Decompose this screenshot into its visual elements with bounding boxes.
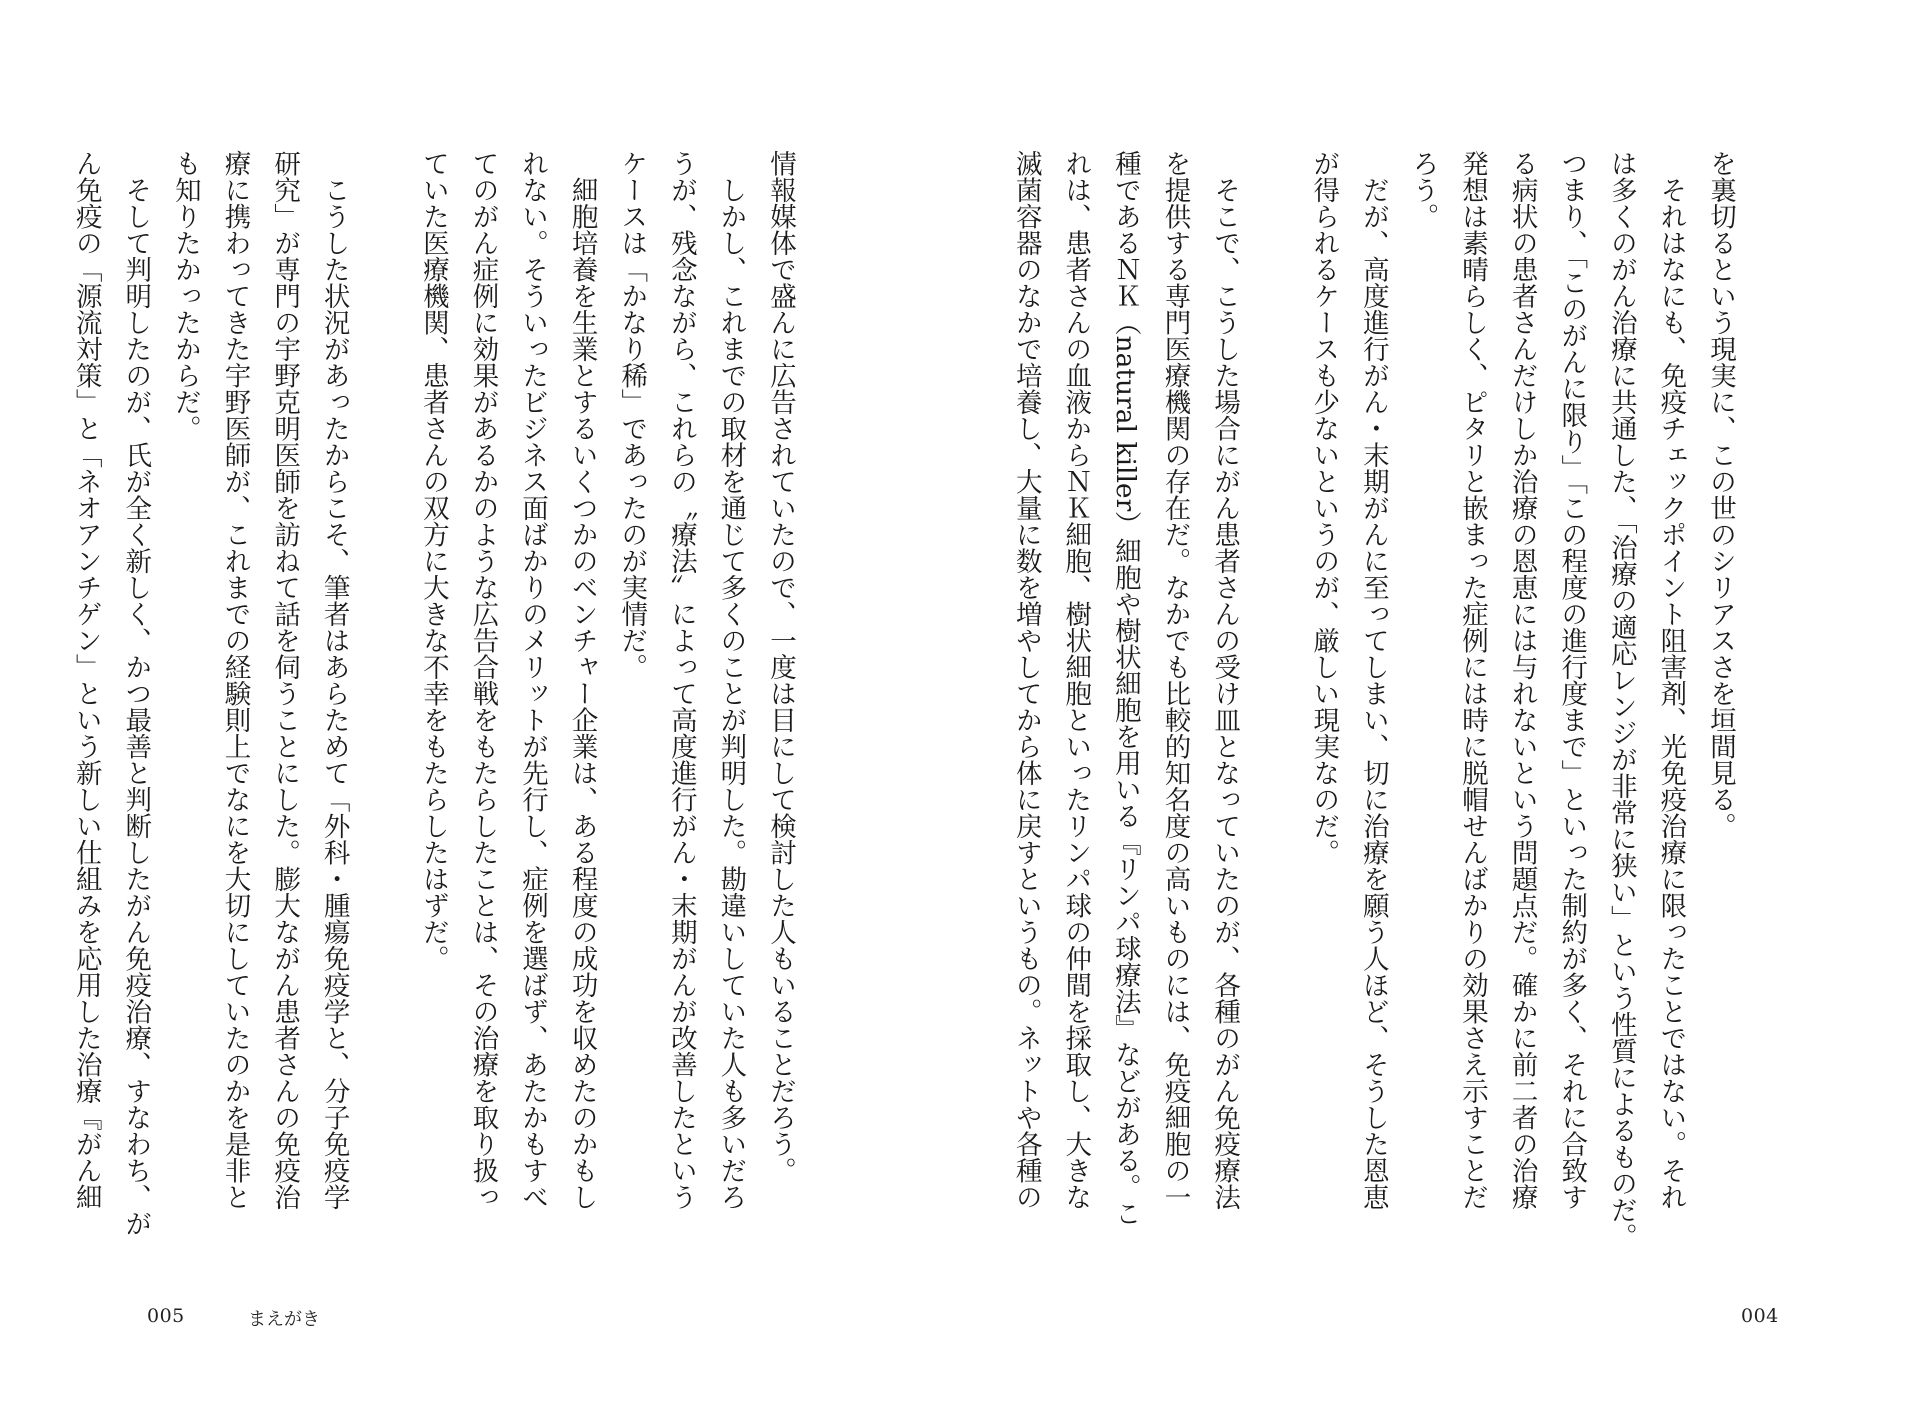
running-head: まえがき (248, 1309, 320, 1330)
page-number-right: 004 (1741, 1305, 1779, 1327)
text-line: 種であるＮＫ（natural killer）細胞や樹状細胞を用いる『リンパ球療法』などがある。こ (1109, 150, 1141, 1227)
text-line: が得られるケースも少ないというのが、厳しい現実なのだ。 (1308, 150, 1340, 866)
text-line: も知りたかったからだ。 (169, 150, 201, 442)
text-line: てのがん症例に効果があるかのような広告合戦をもたらしたことは、その治療を取り扱っ (467, 150, 499, 1210)
text-line: しかし、これまでの取材を通じて多くのことが判明した。勘違いしていた人も多いだろ (715, 150, 747, 1210)
text-line: こうした状況があったからこそ、筆者はあらためて「外科・腫瘍免疫学と、分子免疫学 (318, 150, 350, 1210)
blank-line (1249, 150, 1299, 1220)
right-page (960, 0, 1920, 1410)
text-line: 滅菌容器のなかで培養し、大量に数を増やしてから体に戻すというもの。ネットや各種の (1010, 150, 1042, 1210)
text-line: を提供する専門医療機関の存在だ。なかでも比較的知名度の高いものには、免疫細胞の一 (1159, 150, 1191, 1210)
text-line: うが、残念ながら、これらの〝療法〟によって高度進行がん・末期がんが改善したという (665, 150, 697, 1210)
blank-line (359, 150, 409, 1220)
text-line: ろう。 (1407, 150, 1439, 230)
text-line: れない。そういったビジネス面ばかりのメリットが先行し、症例を選ばず、あたかもすべ (517, 150, 549, 1210)
page-number-left: 005 (147, 1305, 185, 1327)
text-line: ケースは「かなり稀」であったのが実情だ。 (616, 150, 648, 680)
text-line: そして判明したのが、氏が全く新しく、かつ最善と判断したがん免疫治療、すなわち、が (120, 150, 152, 1237)
text-line: れは、患者さんの血液からＮＫ細胞、樹状細胞といったリンパ球の仲間を採取し、大きな (1060, 150, 1092, 1210)
text-line: そこで、こうした場合にがん患者さんの受け皿となっていたのが、各種のがん免疫療法 (1209, 150, 1241, 1210)
text-line: は多くのがん治療に共通した、「治療の適応レンジが非常に狭い」という性質によるものだ。 (1605, 150, 1637, 1250)
text-line: 療に携わってきた宇野医師が、これまでの経験則上でなにを大切にしていたのかを是非と (219, 150, 251, 1210)
text-line: だが、高度進行がん・末期がんに至ってしまい、切に治療を願う人ほど、そうした恩恵 (1357, 150, 1389, 1210)
text-line: る病状の患者さんだけしか治療の恩恵には与れないという問題点だ。確かに前二者の治療 (1506, 150, 1538, 1210)
text-line: それはなにも、免疫チェックポイント阻害剤、光免疫治療に限ったことではない。それ (1655, 150, 1687, 1210)
text-line: つまり、「このがんに限り」「この程度の進行度まで」といった制約が多く、それに合致す (1556, 150, 1588, 1210)
text-line: を裏切るという現実に、この世のシリアスさを垣間見る。 (1705, 150, 1736, 839)
text-line: ていた医療機関、患者さんの双方に大きな不幸をもたらしたはずだ。 (417, 150, 449, 972)
text-line: 研究」が専門の宇野克明医師を訪ねて話を伺うことにした。膨大ながん患者さんの免疫治 (269, 150, 301, 1210)
text-line: 情報媒体で盛んに広告されていたので、一度は目にして検討した人もいることだろう。 (765, 150, 796, 1184)
left-page-body (70, 150, 805, 1237)
right-page-body (1010, 150, 1745, 1250)
text-line: 発想は素晴らしく、ピタリと嵌まった症例には時に脱帽せんばかりの効果さえ示すことだ (1457, 150, 1489, 1210)
text-line: ん免疫の「源流対策」と「ネオアンチゲン」という新しい仕組みを応用した治療『がん細 (70, 150, 102, 1210)
text-line: 細胞培養を生業とするいくつかのベンチャー企業は、ある程度の成功を収めたのかもし (566, 150, 598, 1210)
